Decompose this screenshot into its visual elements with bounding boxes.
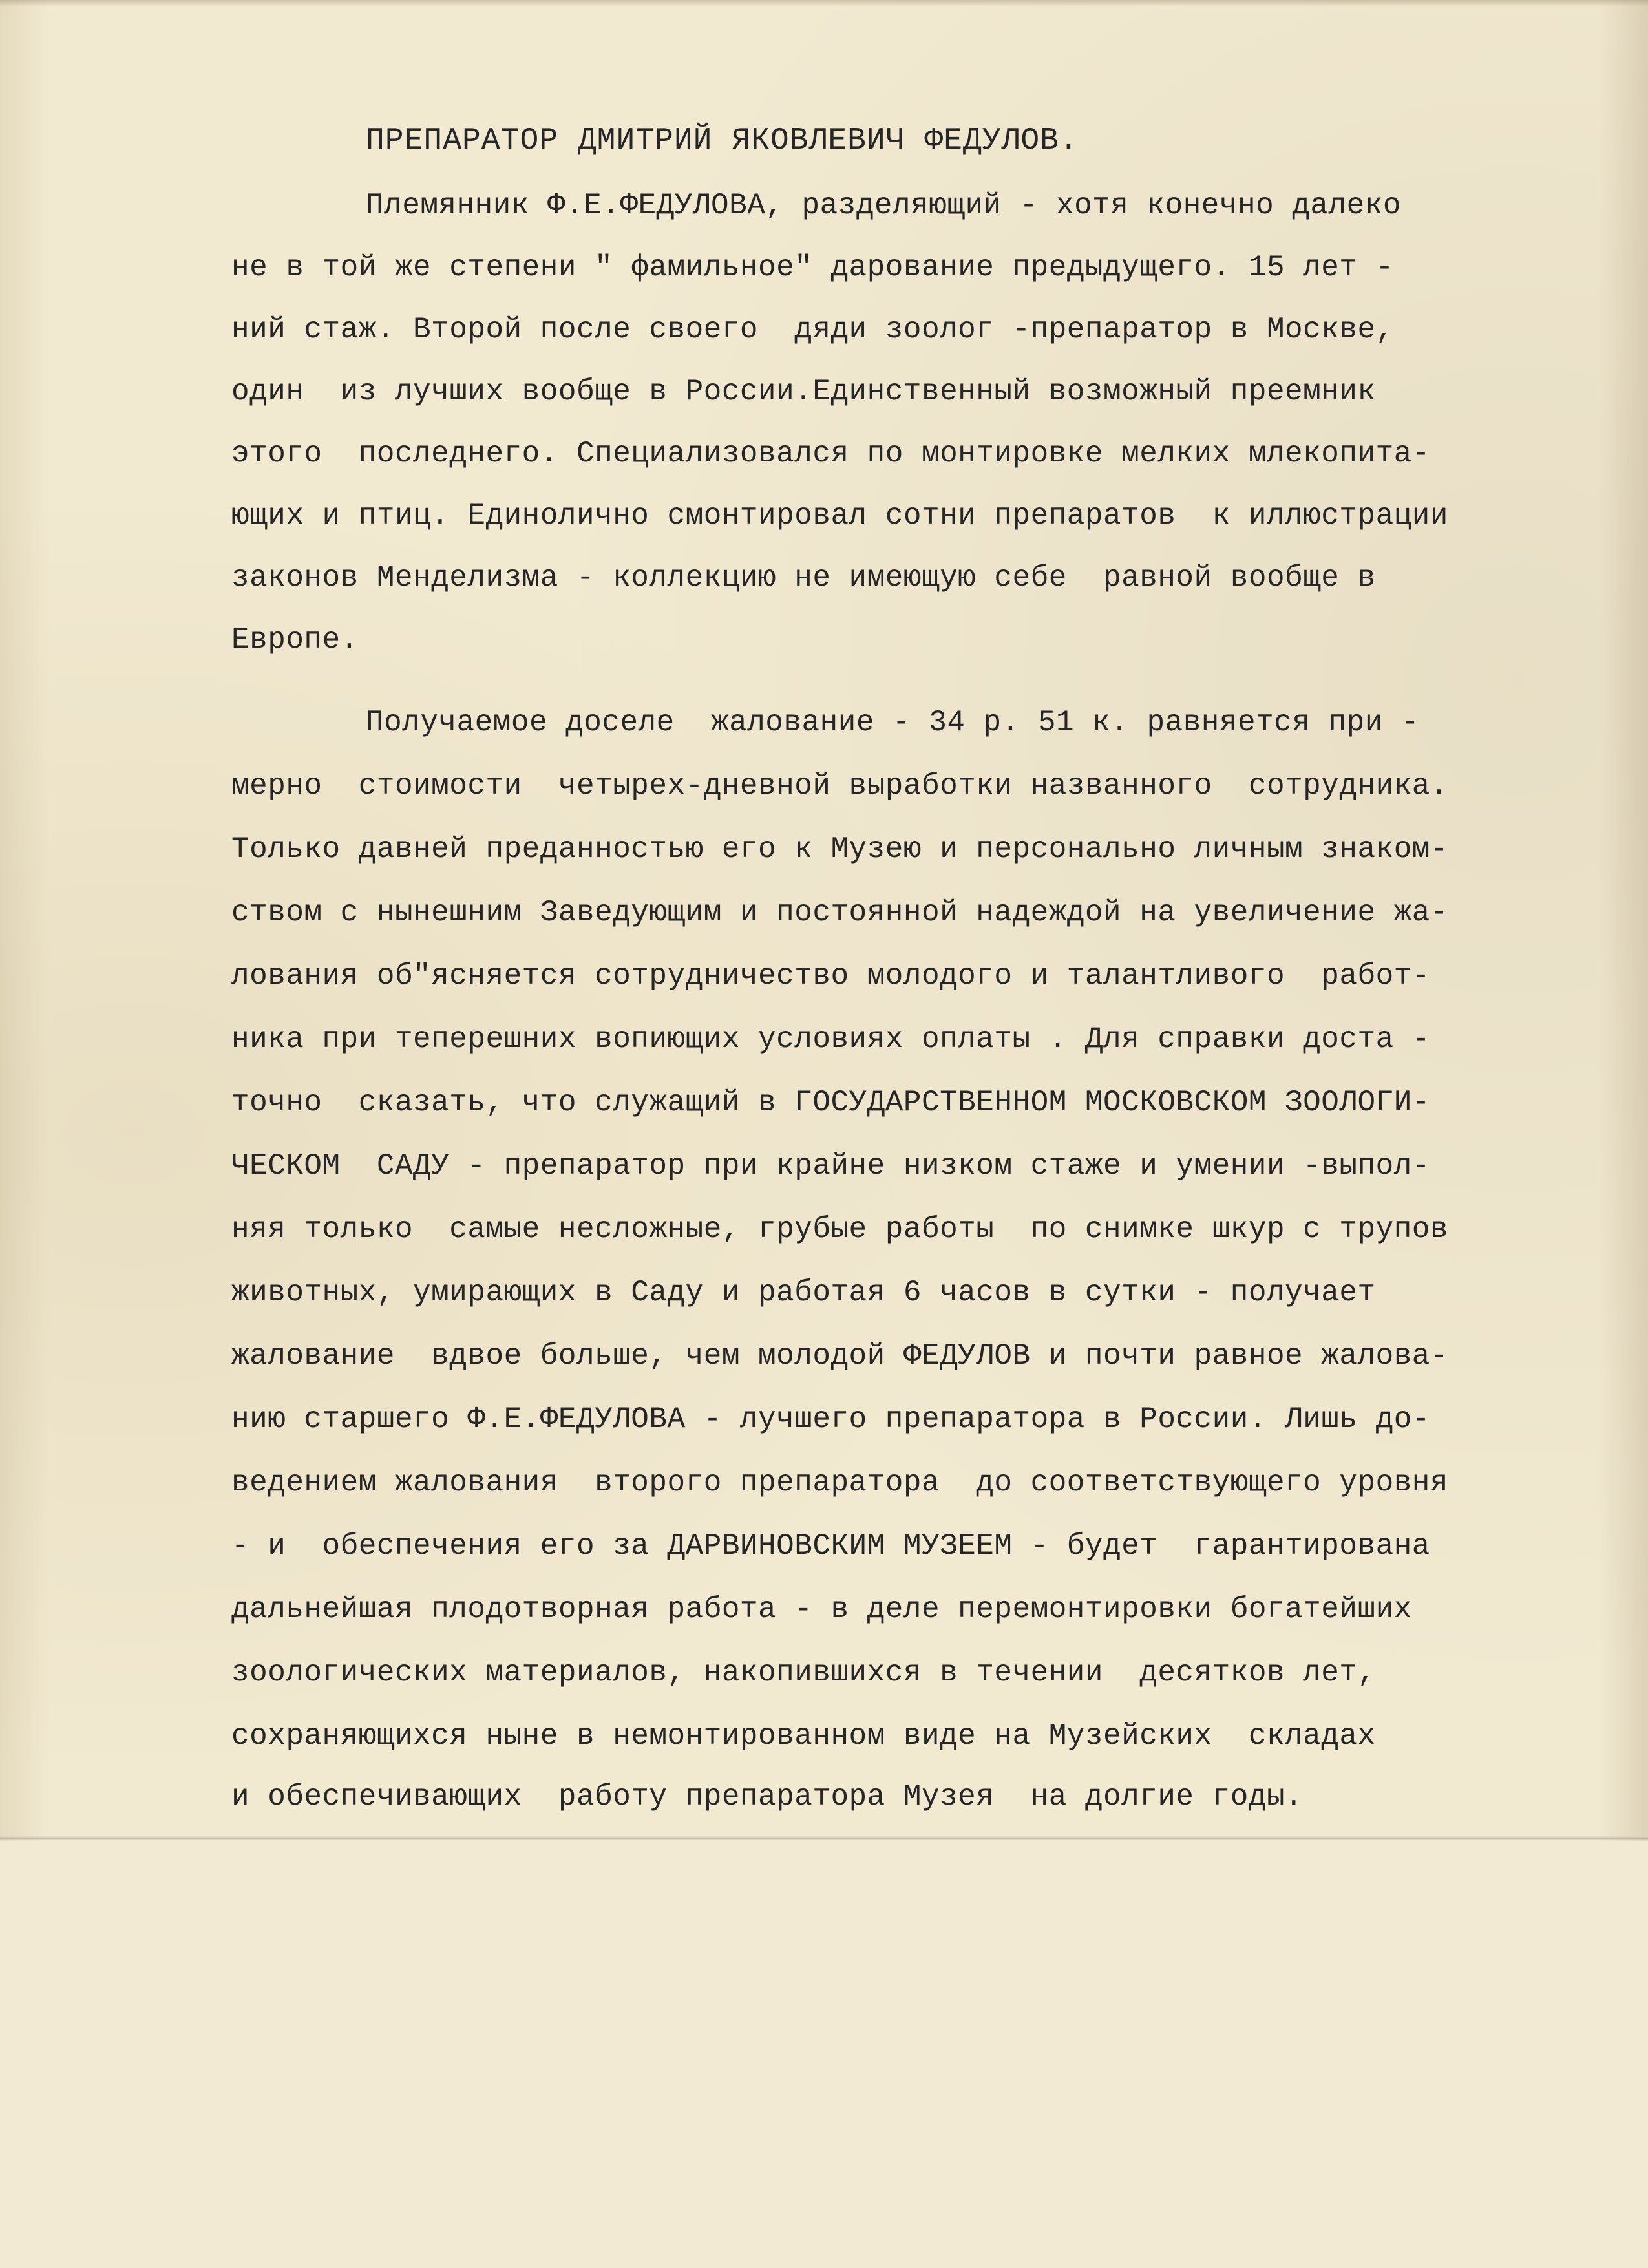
text-line: ющих и птиц. Единолично смонтировал сотни препаратов к иллюстрации	[231, 499, 1449, 533]
text-line: сохраняющихся ныне в немонтированном виде на Музейских складах	[231, 1719, 1376, 1753]
text-line: и обеспечивающих работу препаратора Музея на долгие годы.	[231, 1780, 1304, 1814]
text-line: не в той же степени " фамильное" дарование предыдущего. 15 лет -	[231, 251, 1394, 284]
paper-edge	[0, 0, 1648, 6]
document-title: ПРЕПАРАТОР ДМИТРИЙ ЯКОВЛЕВИЧ ФЕДУЛОВ.	[366, 123, 1079, 158]
text-line: няя только самые несложные, грубые работы по снимке шкур с трупов	[231, 1213, 1449, 1246]
text-line: Племянник Ф.Е.ФЕДУЛОВА, разделяющий - хотя конечно далеко	[366, 189, 1401, 222]
text-line: этого последнего. Специализовался по монтировке мелких млекопита-	[231, 437, 1430, 471]
lower-paper-section	[0, 1841, 1648, 2268]
text-line: - и обеспечения его за ДАРВИНОВСКИМ МУЗЕЕМ - будет гарантирована	[231, 1529, 1430, 1563]
text-line: ний стаж. Второй после своего дяди зоолог -препаратор в Москве,	[231, 313, 1394, 346]
text-line: Только давней преданностью его к Музею и персонально личным знаком-	[231, 832, 1449, 866]
text-line: ника при теперешних вопиющих условиях оплаты . Для справки доста -	[231, 1023, 1430, 1056]
text-line: Европе.	[231, 623, 359, 657]
paper-fold-line	[0, 1836, 1648, 1841]
text-line: лования об"ясняется сотрудничество молодого и талантливого работ-	[231, 959, 1430, 993]
text-line: нию старшего Ф.Е.ФЕДУЛОВА - лучшего препаратора в России. Лишь до-	[231, 1403, 1430, 1436]
text-line: жалование вдвое больше, чем молодой ФЕДУЛОВ и почти равное жалова-	[231, 1339, 1449, 1373]
text-line: мерно стоимости четырех-дневной выработки названного сотрудника.	[231, 769, 1449, 803]
text-line: один из лучших вообще в России.Единственный возможный преемник	[231, 375, 1376, 408]
text-line: зоологических материалов, накопившихся в течении десятков лет,	[231, 1656, 1376, 1690]
text-line: ством с нынешним Заведующим и постоянной надеждой на увеличение жа-	[231, 896, 1449, 929]
text-line: животных, умирающих в Саду и работая 6 часов в сутки - получает	[231, 1276, 1376, 1309]
text-line: законов Менделизма - коллекцию не имеющую себе равной вообще в	[231, 561, 1376, 595]
text-line: ЧЕСКОМ САДУ - препаратор при крайне низком стаже и умении -выпол-	[231, 1149, 1430, 1183]
text-line: ведением жалования второго препаратора до соответствующего уровня	[231, 1466, 1449, 1500]
text-line: точно сказать, что служащий в ГОСУДАРСТВЕННОМ МОСКОВСКОМ ЗООЛОГИ-	[231, 1086, 1430, 1119]
text-line: дальнейшая плодотворная работа - в деле перемонтировки богатейших	[231, 1593, 1412, 1626]
text-line: Получаемое доселе жалование - 34 р. 51 к. равняется при -	[366, 706, 1420, 739]
